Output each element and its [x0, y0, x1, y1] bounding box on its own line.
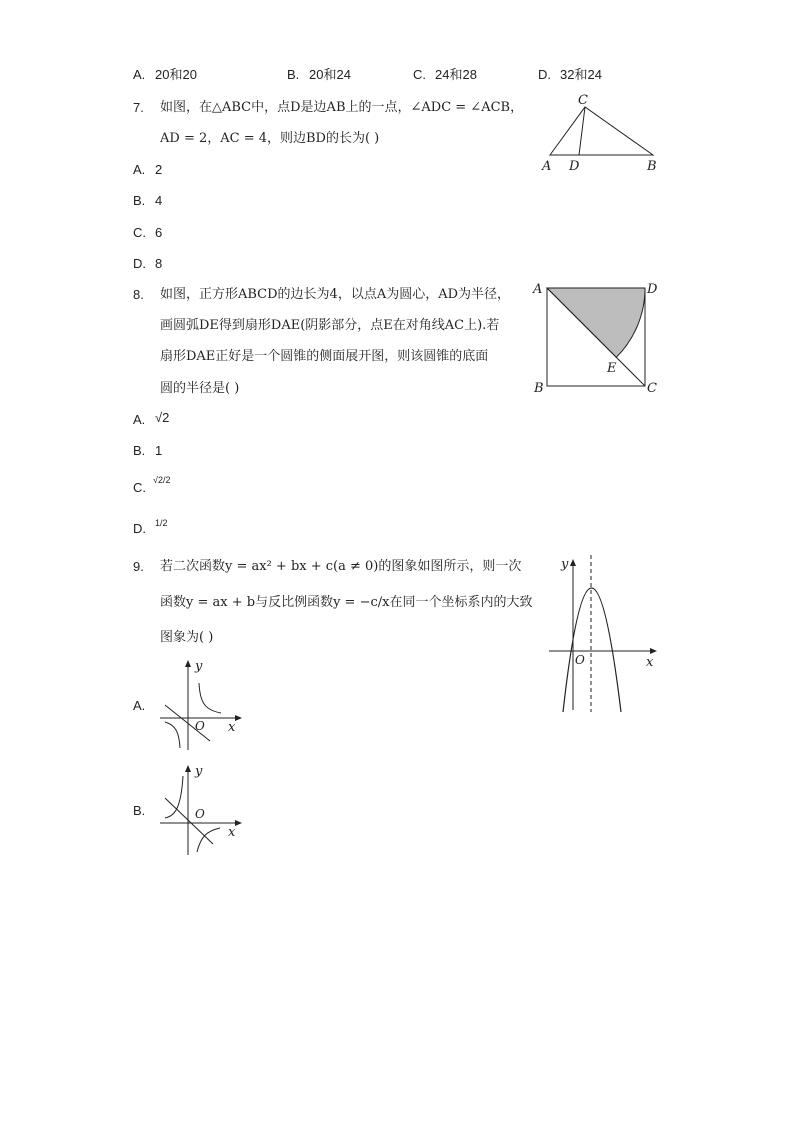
x-axis-arrow: [235, 715, 242, 721]
q8-option-a-letter: A.: [133, 412, 146, 427]
hyperbola-branch-2: [165, 722, 180, 748]
q9-number: 9.: [133, 559, 144, 574]
hyperbola-branch-1: [199, 683, 221, 713]
q8-option-d-letter: D.: [133, 521, 146, 536]
label-x: x: [228, 825, 236, 840]
x-axis-arrow: [235, 820, 242, 826]
label-y: y: [195, 659, 203, 674]
q6-option-b-text: 20和24: [309, 67, 351, 82]
q6-option-b-letter: B.: [287, 67, 300, 82]
label-b: B: [647, 159, 657, 174]
q7-triangle-figure: [535, 90, 665, 175]
q7-option-d-letter: D.: [133, 256, 146, 271]
q7-number: 7.: [133, 100, 144, 115]
label-d: D: [569, 159, 580, 174]
label-a: A: [542, 159, 552, 174]
label-a: A: [533, 282, 543, 297]
q8-option-b-letter: B.: [133, 443, 146, 458]
y-axis-arrow: [185, 765, 191, 772]
q7-option-a-text: 2: [155, 162, 163, 177]
label-e: E: [607, 361, 617, 376]
q7-option-d-text: 8: [155, 256, 163, 271]
label-x: x: [228, 720, 236, 735]
q8-square-figure: [530, 280, 660, 400]
q9-stem-line3: 图象为( ): [160, 630, 214, 645]
label-b: B: [534, 381, 544, 396]
q6-option-a-text: 20和20: [155, 67, 197, 82]
label-c: C: [647, 381, 657, 396]
q8-option-b-text: 1: [155, 443, 163, 458]
q9-stem-line1: 若二次函数y = ax² + bx + c(a ≠ 0)的图象如图所示，则一次: [160, 559, 522, 574]
label-x: x: [646, 655, 654, 670]
label-o: O: [195, 807, 205, 821]
label-d: D: [647, 282, 658, 297]
x-axis-arrow: [650, 648, 657, 654]
q7-option-a-letter: A.: [133, 162, 146, 177]
q8-option-c-letter: C.: [133, 480, 146, 495]
q6-option-c-text: 24和28: [435, 67, 477, 82]
q8-stem-line3: 扇形DAE正好是一个圆锥的侧面展开图，则该圆锥的底面: [160, 349, 489, 364]
label-y: y: [195, 764, 203, 779]
y-axis-arrow: [570, 559, 576, 566]
linear-line: [165, 798, 213, 844]
label-o: O: [575, 653, 585, 667]
q8-number: 8.: [133, 287, 144, 302]
q6-option-a-letter: A.: [133, 67, 146, 82]
q8-stem-line4: 圆的半径是( ): [160, 381, 240, 396]
triangle-abc: [550, 107, 653, 155]
q9-option-b-letter: B.: [133, 803, 146, 818]
q8-stem-line2: 画圆弧DE得到扇形DAE(阴影部分，点E在对角线AC上).若: [160, 318, 500, 333]
q6-option-d-letter: D.: [538, 67, 551, 82]
q8-option-a-text: √2: [155, 410, 170, 425]
q6-option-d-text: 32和24: [560, 67, 602, 82]
hyperbola-branch-1: [165, 776, 183, 818]
q9-parabola-figure: [545, 550, 665, 720]
q7-stem-line1: 如图，在△ABC中，点D是边AB上的一点，∠ADC = ∠ACB，: [160, 100, 524, 115]
label-c: C: [578, 93, 588, 108]
parabola-curve: [563, 588, 621, 712]
q7-stem-line2: AD = 2，AC = 4，则边BD的长为( ): [160, 131, 380, 146]
label-y: y: [561, 557, 569, 572]
shaded-sector-dae: [547, 288, 645, 357]
q7-option-b-text: 4: [155, 193, 163, 208]
q7-option-c-text: 6: [155, 225, 163, 240]
y-axis-arrow: [185, 660, 191, 667]
q9-stem-line2: 函数y = ax + b与反比例函数y = −c/x在同一个坐标系内的大致: [160, 595, 533, 610]
q9-option-b-graph: [155, 760, 250, 860]
q8-option-d-text: 1/2: [155, 518, 168, 528]
q8-option-c-text: √2/2: [153, 475, 171, 485]
q7-option-b-letter: B.: [133, 193, 146, 208]
label-o: O: [195, 719, 205, 733]
q6-option-c-letter: C.: [413, 67, 426, 82]
q9-option-a-graph: [155, 655, 250, 755]
q9-option-a-letter: A.: [133, 698, 146, 713]
q7-option-c-letter: C.: [133, 225, 146, 240]
q8-stem-line1: 如图，正方形ABCD的边长为4，以点A为圆心，AD为半径，: [160, 287, 511, 302]
